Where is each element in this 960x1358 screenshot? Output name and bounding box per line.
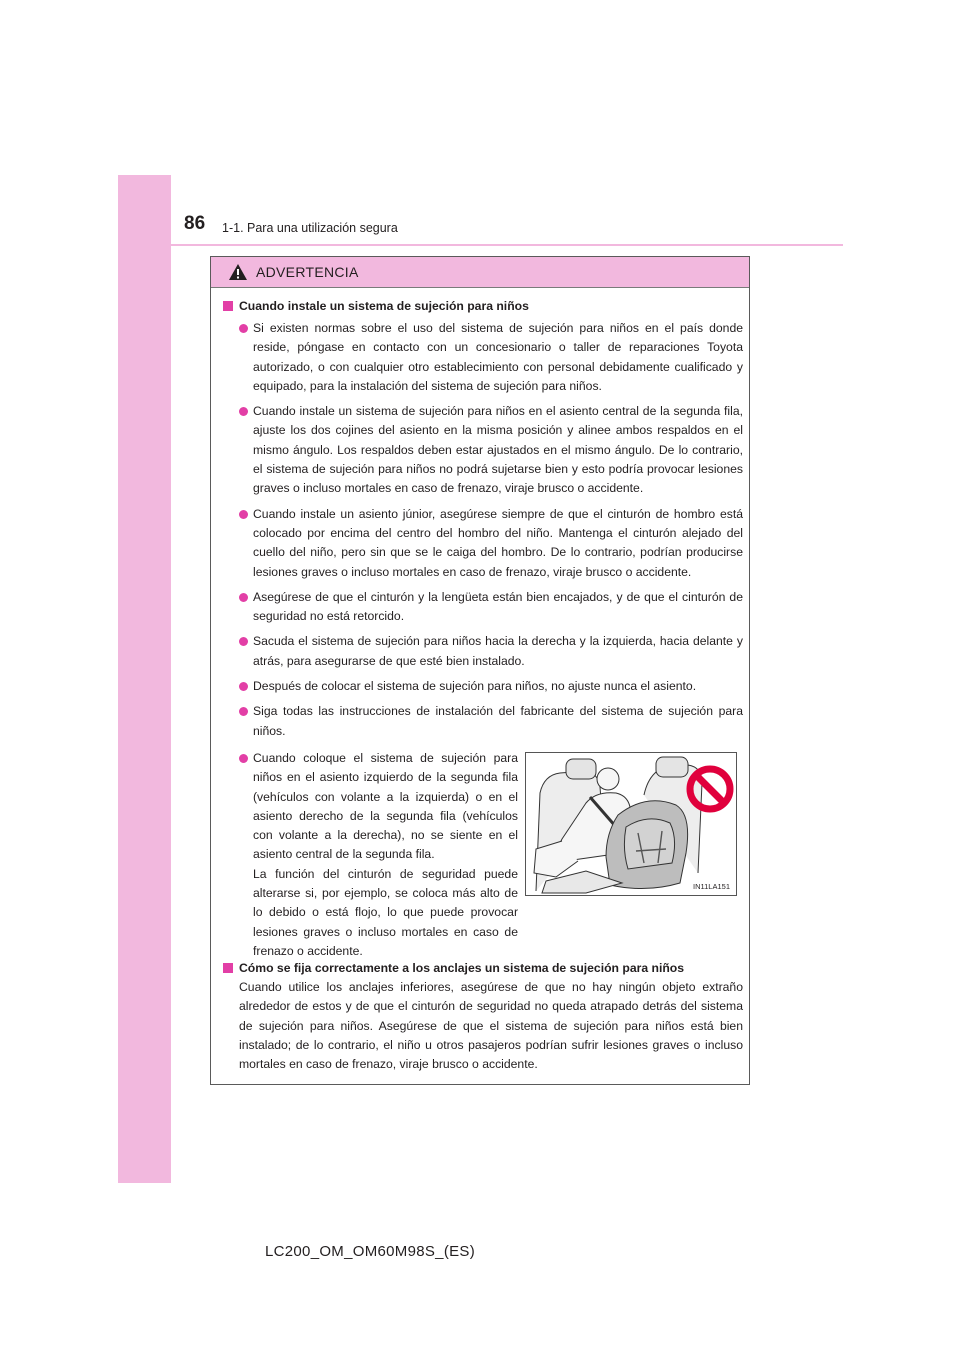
bullet-dot-icon <box>239 637 248 646</box>
list-item-text: Después de colocar el sistema de sujeción para niños, no ajuste nunca el asiento. <box>253 679 697 694</box>
figure-row <box>223 749 743 958</box>
section-heading-text: Cuando instale un sistema de sujeción para niños <box>239 299 529 313</box>
warning-header <box>211 257 749 288</box>
list-item-text: Sacuda el sistema de sujeción para niños hacia la derecha y la izquierda, hacia delante y atrás, para asegurarse de que esté bien instalado. <box>253 634 743 668</box>
list-item <box>223 632 743 671</box>
bullet-dot-icon <box>239 324 248 333</box>
list-item-text: Cuando coloque el sistema de sujeción para niños en el asiento izquierdo de la segunda fila (vehículos con volante a la izquierda) o en el asiento derecho de la segunda fila (vehículos con volante a la derecha), no se siente en el asiento central de la segunda fila. <box>253 750 518 862</box>
list-item <box>223 749 518 961</box>
section-title: 1-1. Para una utilización segura <box>222 221 398 235</box>
warning-triangle-icon <box>228 263 248 281</box>
list-item-text: Siga todas las instrucciones de instalación del fabricante del sistema de sujeción para niños. <box>253 704 743 738</box>
header-rule <box>171 244 843 246</box>
figure-code: IN11LA151 <box>693 881 730 891</box>
page-number: 86 <box>184 213 206 234</box>
list-item <box>223 402 743 498</box>
child-seat-drawing <box>526 753 736 895</box>
bullet-dot-icon <box>239 593 248 602</box>
list-item <box>223 319 743 396</box>
square-bullet-icon <box>223 301 233 311</box>
list-item-text-continued: La función del cinturón de seguridad puede alterarse si, por ejemplo, se coloca más alto de lo debido o está flojo, lo que puede provocar lesiones graves o incluso mortales en caso de frenazo o accidente. <box>253 866 518 958</box>
bullet-dot-icon <box>239 707 248 716</box>
warning-title: ADVERTENCIA <box>256 264 359 280</box>
section-heading-text: Cómo se fija correctamente a los anclajes un sistema de sujeción para niños <box>239 960 685 975</box>
list-item-text: Si existen normas sobre el uso del sistema de sujeción para niños en el país donde reside, póngase en contacto con un concesionario o taller de reparaciones Toyota autorizado, o con cualquier otro establecimiento con personal debidamente cualificado y equipado, para la instalación del sistema de sujeción para niños. <box>253 321 743 393</box>
bullet-dot-icon <box>239 407 248 416</box>
warning-box <box>210 256 750 1085</box>
list-item <box>223 588 743 627</box>
section-heading-install <box>223 297 743 315</box>
warning-content <box>223 297 743 1074</box>
side-color-band <box>118 175 171 1183</box>
list-item <box>223 702 743 741</box>
anchors-paragraph: Cuando utilice los anclajes inferiores, asegúrese de que no hay ningún objeto extraño alrededor de estos y de que el cinturón de seguridad no queda atrapado detrás del sistema de sujeción para niños. Asegúrese de que el sistema de sujeción para niños está bien instalado; de lo contrario, el niño u otros pasajeros podrían sufrir lesiones graves o incluso mortales en caso de frenazo, viraje brusco o accidente. <box>239 979 743 1072</box>
list-item <box>223 677 743 696</box>
child-seat-illustration <box>525 752 737 896</box>
section-heading-anchors <box>223 959 743 977</box>
list-item-text: Cuando instale un sistema de sujeción para niños en el asiento central de la segunda fila, ajuste los dos cojines del asiento en la misma posición y alinee ambos respaldos en el mismo ángulo. Los respaldos deben estar ajustados en el mismo ángulo. De lo contrario, el sistema de sujeción para niños no podrá sujetarse bien y esto podría provocar lesiones graves o incluso mortales en caso de frenazo, viraje brusco o accidente. <box>253 404 743 496</box>
list-item <box>223 505 743 582</box>
square-bullet-icon <box>223 963 233 973</box>
bullet-dot-icon <box>239 682 248 691</box>
bullet-dot-icon <box>239 510 248 519</box>
list-item-text: Cuando instale un asiento júnior, asegúrese siempre de que el cinturón de hombro está colocado por encima del centro del hombro del niño. Mantenga el cinturón alejado del cuello del niño, pero sin que se le caiga del hombro. De lo contrario, podrían producirse lesiones graves o incluso mortales en caso de frenazo, viraje brusco o accidente. <box>253 506 743 579</box>
list-item-text: Asegúrese de que el cinturón y la lengüeta están bien encajados, y de que el cinturón de seguridad no está retorcido. <box>253 589 743 624</box>
document-code-footer: LC200_OM_OM60M98S_(ES) <box>265 1243 476 1260</box>
bullet-dot-icon <box>239 754 248 763</box>
